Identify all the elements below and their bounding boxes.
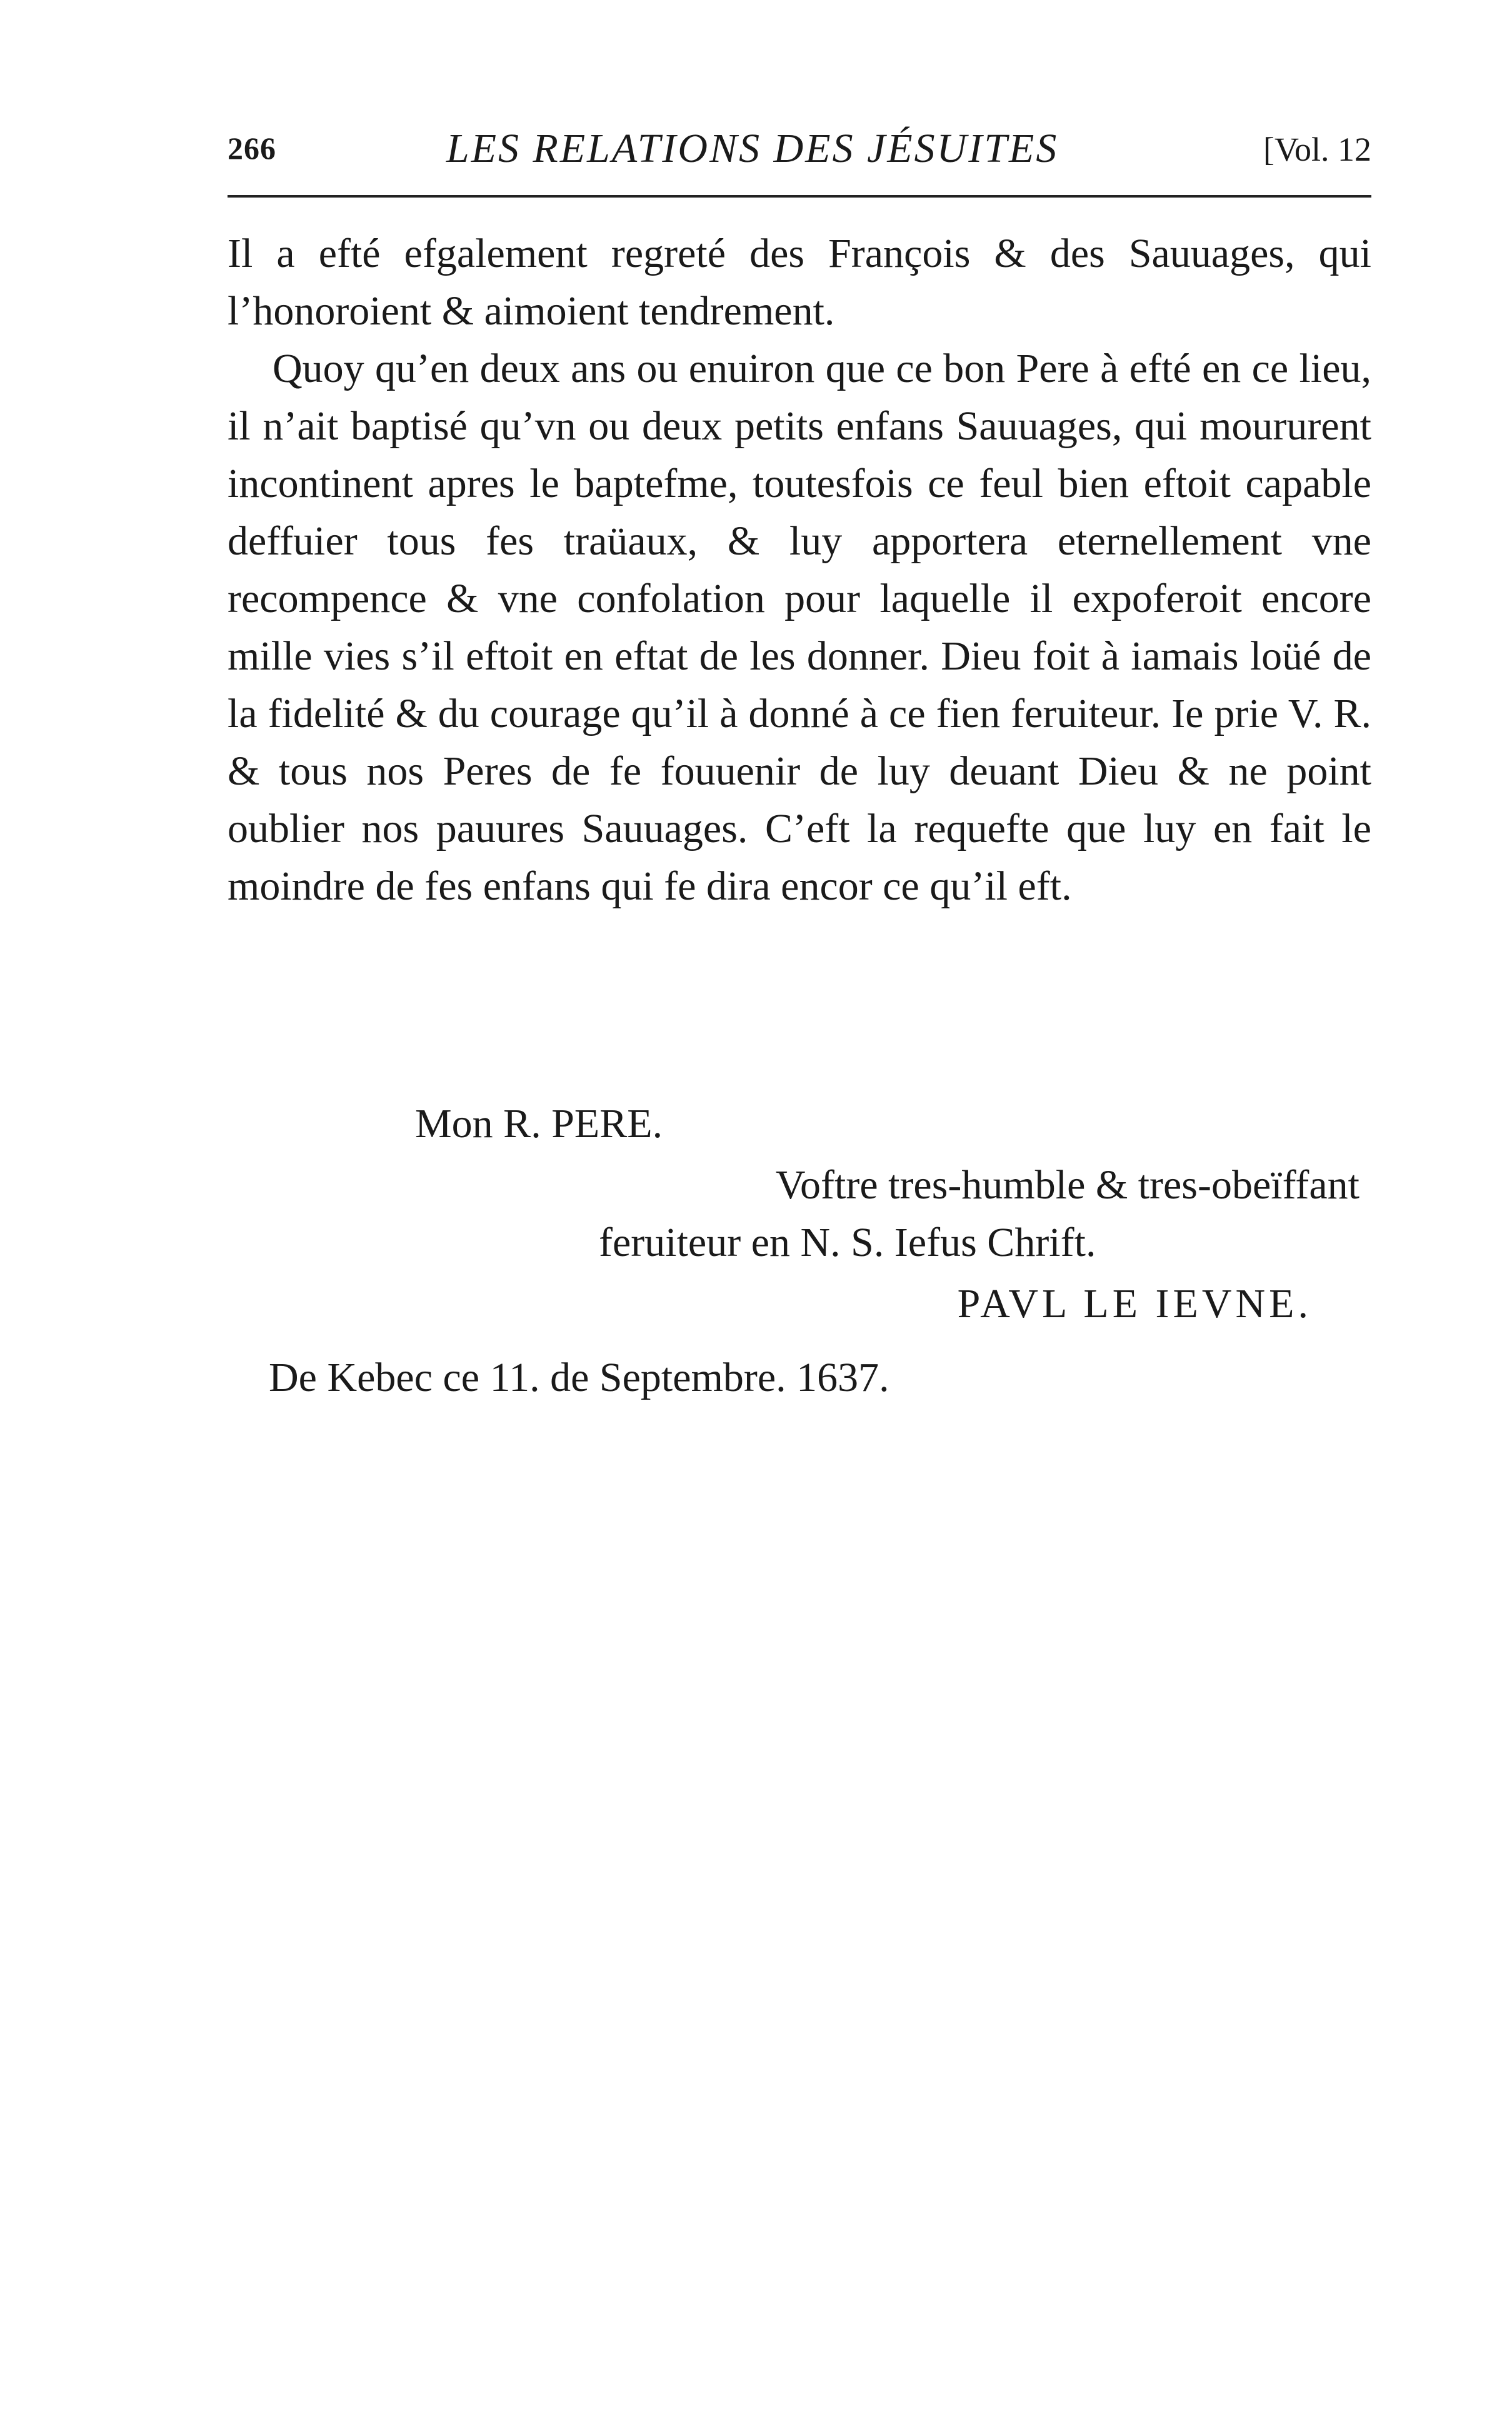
signature-text: PAVL LE IEVNE. [957,1281,1312,1327]
paragraph: Il a efté efgalement regreté des François & des Sauuages, qui l’honoroient & aimoient tendrement. [228,231,1371,334]
body-text [228,225,1371,915]
complimentary-close-text-2: feruiteur en N. S. Iefus Chrift. [599,1220,1096,1265]
dateline-text: De Kebec ce 11. de Septembre. 1637. [269,1355,889,1400]
salutation-text: Mon R. PERE. [415,1101,663,1147]
paragraph: Quoy qu’en deux ans ou enuiron que ce bon Pere à efté en ce lieu, il n’ait baptisé qu’vn ou deux petits enfans Sauuages, qui moururent incontinent apres le baptefme, toutesfois ce feul bien eftoit capable deffuier tous fes traüaux, & luy apportera eternellement vne recompence & vne confolation pour laquelle il expoferoit encore mille vies s’il eftoit en eftat de les donner. Dieu foit à iamais loüé de la fidelité & du courage qu’il à donné à ce fien feruiteur. Ie prie V. R. & tous nos Peres de fe fouuenir de luy deuant Dieu & ne point oublier nos pauures Sauuages. C’eft la requefte que luy en fait le moindre de fes enfans qui fe dira encor ce qu’il eft. [228,346,1371,909]
running-head [228,125,1371,183]
header-rule [228,195,1371,198]
running-title: LES RELATIONS DES JÉSUITES [446,126,1059,171]
page-number: 266 [228,131,276,166]
complimentary-close-text-1: Voftre tres-humble & tres-obeïffant [775,1162,1359,1208]
volume-label: [Vol. 12 [1263,131,1371,168]
